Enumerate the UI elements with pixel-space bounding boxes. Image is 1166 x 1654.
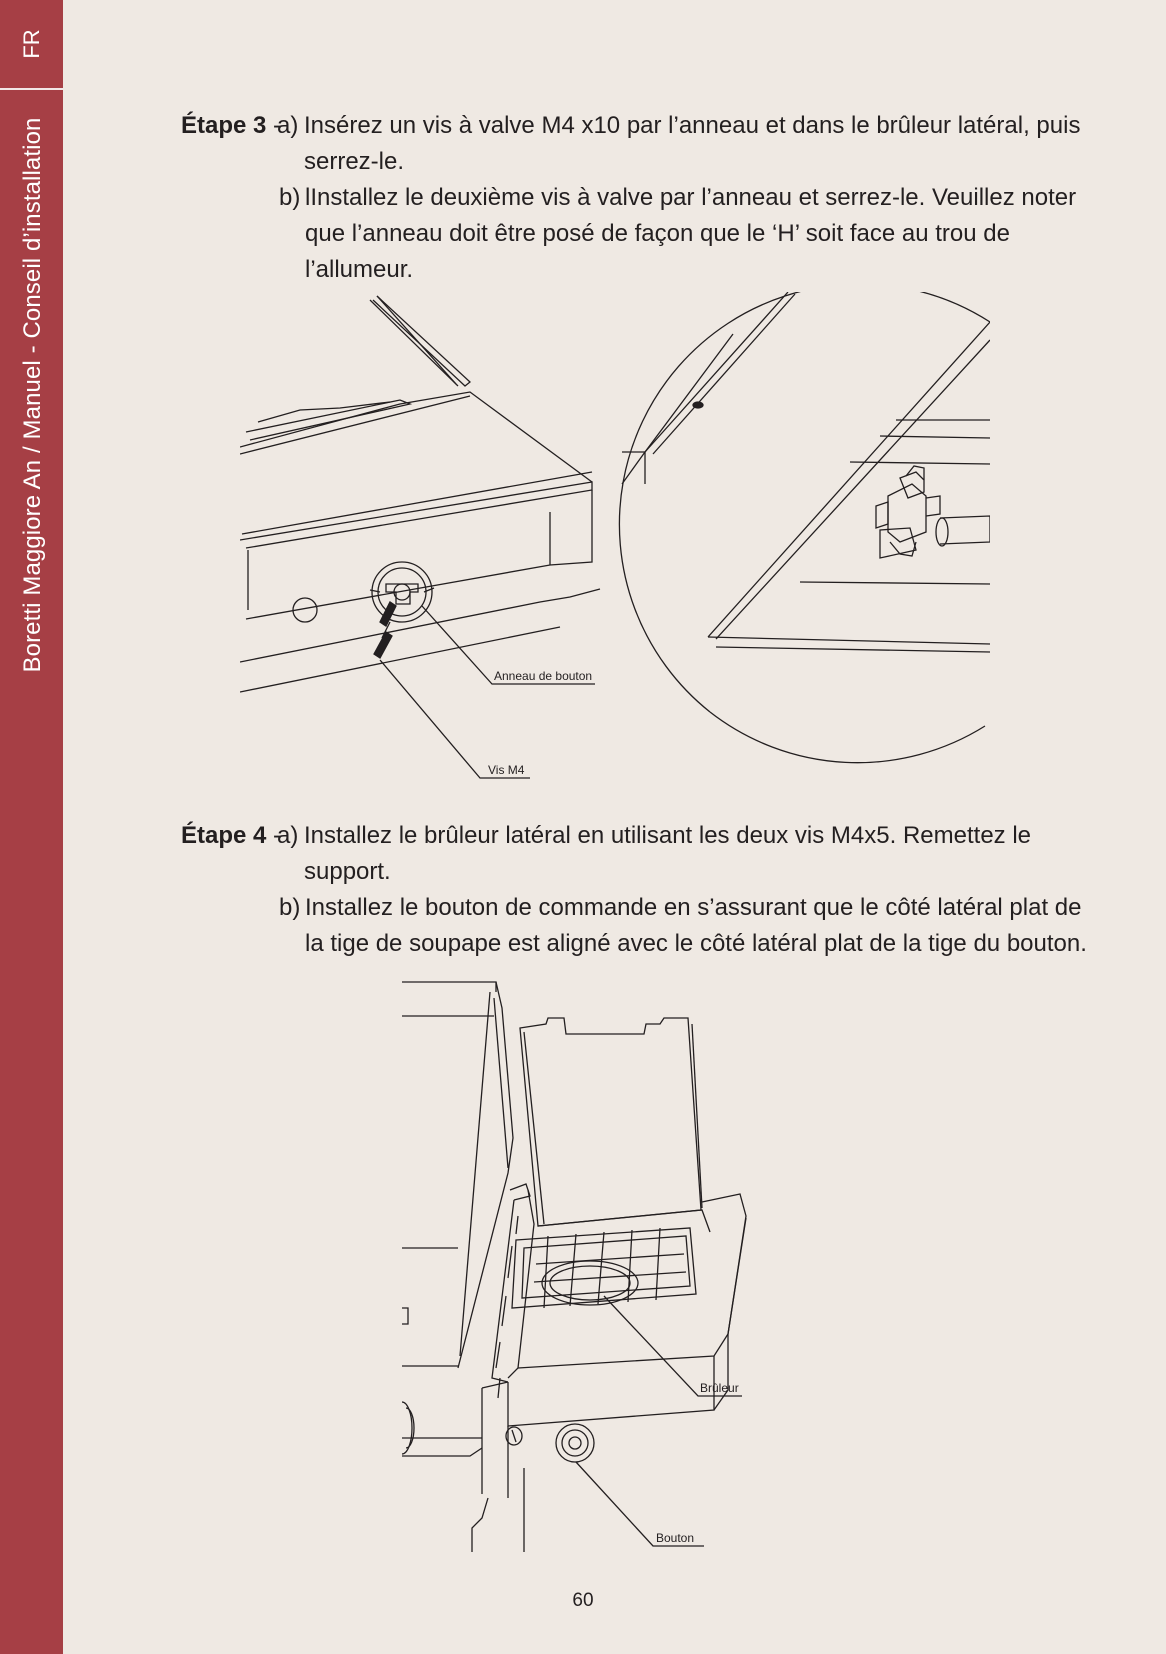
step-3-b-line3: l’allumeur. bbox=[305, 256, 414, 283]
step-4-a-line1: Installez le brûleur latéral en utilisant les deux vis M4x5. Remettez le bbox=[304, 822, 1032, 849]
side-burner-assembly-drawing bbox=[402, 982, 746, 1552]
step-3-b-line1: lInstallez le deuxième vis à valve par l’anneau et serrez-le. Veuillez noter bbox=[305, 184, 1077, 211]
step-4-a-marker: a) bbox=[277, 822, 299, 849]
step-3-a-line1: Insérez un vis à valve M4 x10 par l’anneau et dans le brûleur latéral, puis bbox=[304, 112, 1081, 139]
callout-vis-m4: Vis M4 bbox=[488, 763, 525, 777]
sidebar bbox=[0, 0, 63, 1654]
detail-magnifier-drawing bbox=[619, 292, 990, 763]
step-3-b-marker: b) bbox=[279, 184, 301, 211]
language-label: FR bbox=[18, 29, 44, 59]
callout-anneau-de-bouton: Anneau de bouton bbox=[494, 669, 593, 683]
step-4-a-line2: support. bbox=[304, 858, 391, 885]
step-3-label: Étape 3 bbox=[181, 112, 267, 139]
page-number: 60 bbox=[572, 1590, 594, 1611]
step-3-b-line2: que l’anneau doit être posé de façon que le ‘H’ soit face au trou de bbox=[305, 220, 1010, 247]
step-4-b-line1: Installez le bouton de commande en s’assurant que le côté latéral plat de bbox=[305, 894, 1082, 921]
step-4-b-line2: la tige de soupape est aligné avec le côté latéral plat de la tige du bouton. bbox=[305, 930, 1087, 957]
language-tab bbox=[0, 0, 63, 90]
figure-knob-ring-installation bbox=[240, 292, 990, 782]
step-3-separator: - bbox=[266, 112, 282, 139]
step-3-a-marker: a) bbox=[277, 112, 299, 139]
callout-bouton: Bouton bbox=[656, 1531, 695, 1545]
side-burner-housing-drawing bbox=[240, 296, 600, 778]
callout-bruleur: Brûleur bbox=[700, 1381, 739, 1395]
step-4-label: Étape 4 bbox=[181, 822, 267, 849]
manual-title: Boretti Maggiore An / Manuel - Conseil d’installation bbox=[19, 117, 46, 673]
step-4-separator: - bbox=[266, 822, 282, 849]
figure-side-burner-knob bbox=[398, 978, 798, 1552]
step-3-a-line2: serrez-le. bbox=[304, 148, 405, 175]
step-4-b-marker: b) bbox=[279, 894, 301, 921]
